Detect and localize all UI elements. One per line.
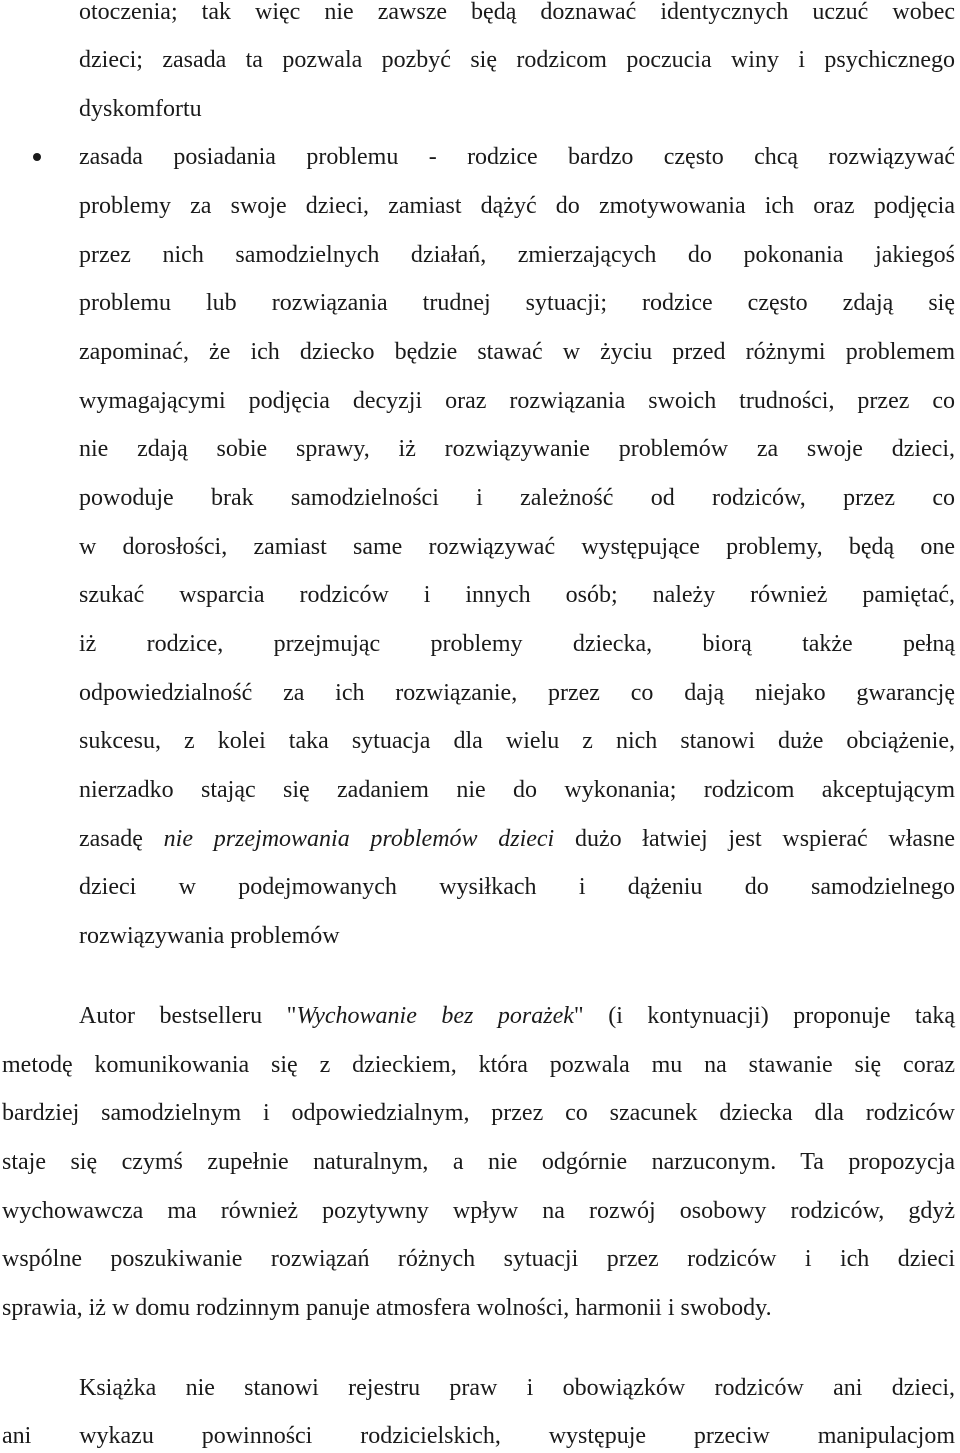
- text-line: otoczenia; tak więc nie zawsze będą doznawać identycznych uczuć wobec: [79, 0, 955, 25]
- text-line: wychowawcza ma również pozytywny wpływ na rozwój osobowy rodziców, gdyż: [2, 1198, 955, 1224]
- text-line: staje się czymś zupełnie naturalnym, a nie odgórnie narzuconym. Ta propozycja: [2, 1149, 955, 1175]
- text-line: problemu lub rozwiązania trudnej sytuacji; rodzice często zdają się: [79, 290, 955, 316]
- text-line: rozwiązywania problemów: [79, 923, 340, 949]
- text-line: nierzadko stając się zadaniem nie do wykonania; rodzicom akceptującym: [79, 777, 955, 803]
- text-line: dzieci w podejmowanych wysiłkach i dążeniu do samodzielnego: [79, 874, 955, 900]
- text-line: bardziej samodzielnym i odpowiedzialnym, przez co szacunek dziecka dla rodziców: [2, 1100, 955, 1126]
- bullet-marker: [33, 153, 41, 161]
- text-line: szukać wsparcia rodziców i innych osób; należy również pamiętać,: [79, 582, 955, 608]
- text-line: metodę komunikowania się z dzieckiem, która pozwala mu na stawanie się coraz: [2, 1052, 955, 1078]
- text-line: sprawia, iż w domu rodzinnym panuje atmosfera wolności, harmonii i swobody.: [2, 1295, 772, 1321]
- text-line: nie zdają sobie sprawy, iż rozwiązywanie problemów za swoje dzieci,: [79, 436, 955, 462]
- text-line: w dorosłości, zamiast same rozwiązywać występujące problemy, będą one: [79, 534, 955, 560]
- text-line: zasada posiadania problemu - rodzice bardzo często chcą rozwiązywać: [79, 144, 955, 170]
- text-line: dyskomfortu: [79, 96, 202, 122]
- italic-phrase: nie przejmowania problemów dzieci: [163, 826, 555, 852]
- text-line: powoduje brak samodzielności i zależność od rodziców, przez co: [79, 485, 955, 511]
- text-line: wymagającymi podjęcia decyzji oraz rozwiązania swoich trudności, przez co: [79, 388, 955, 414]
- text-run: dużo łatwiej jest wspierać własne: [554, 826, 956, 852]
- text-line: [79, 1001, 955, 1031]
- text-line: zapominać, że ich dziecko będzie stawać w życiu przed różnymi problemem: [79, 339, 955, 365]
- text-line: problemy za swoje dzieci, zamiast dążyć do zmotywowania ich oraz podjęcia: [79, 193, 955, 219]
- text-line: [79, 824, 955, 854]
- text-line: wspólne poszukiwanie rozwiązań różnych sytuacji przez rodziców i ich dzieci: [2, 1246, 955, 1272]
- text-line: dzieci; zasada ta pozwala pozbyć się rodzicom poczucia winy i psychicznego: [79, 47, 955, 73]
- text-line: przez nich samodzielnych działań, zmierzających do pokonania jakiegoś: [79, 242, 955, 268]
- text-line: odpowiedzialność za ich rozwiązanie, przez co dają niejako gwarancję: [79, 680, 955, 706]
- text-line: ani wykazu powinności rodzicielskich, występuje przeciw manipulacjom: [2, 1423, 955, 1449]
- text-run: zasadę: [79, 826, 164, 852]
- text-run: " (i kontynuacji) proponuje taką: [573, 1003, 955, 1029]
- book-title-italic: Wychowanie bez porażek: [296, 1003, 574, 1029]
- text-line: iż rodzice, przejmując problemy dziecka, biorą także pełną: [79, 631, 955, 657]
- text-run: Autor bestselleru ": [79, 1003, 297, 1029]
- text-line: Książka nie stanowi rejestru praw i obowiązków rodziców ani dzieci,: [79, 1375, 955, 1401]
- text-line: sukcesu, z kolei taka sytuacja dla wielu z nich stanowi duże obciążenie,: [79, 728, 955, 754]
